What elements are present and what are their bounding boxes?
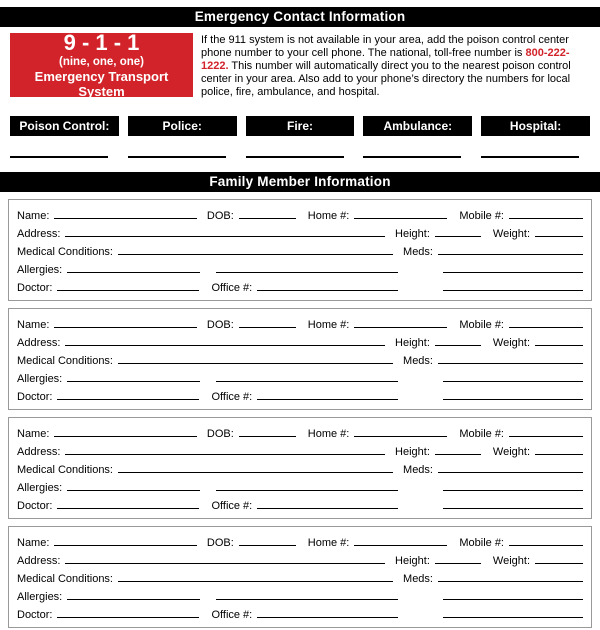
medical-conditions-label: Medical Conditions: (17, 245, 113, 258)
name-line (54, 215, 196, 219)
doctor-line (57, 287, 199, 291)
name-line (54, 433, 196, 437)
name-row (17, 422, 583, 440)
meds-label: Meds: (403, 463, 433, 476)
doctor-label: Doctor: (17, 390, 53, 403)
meds-extra-line-2 (443, 614, 583, 618)
medical-conditions-line (118, 578, 393, 582)
info-text-before: If the 911 system is not available in your area, add the poison control center phone number to your cell phone. The national, toll-free number is (201, 34, 569, 59)
height-label: Height: (395, 445, 430, 458)
medical-conditions-row (17, 567, 583, 585)
contact-label-police: Police: (128, 116, 237, 136)
mobile-phone-label: Mobile #: (459, 536, 504, 549)
mobile-phone-line (509, 542, 583, 546)
allergies-row (17, 585, 583, 603)
weight-label: Weight: (492, 227, 530, 240)
doctor-line (57, 614, 199, 618)
ambulance-blank-line (363, 156, 461, 158)
family-member-card (8, 417, 592, 519)
name-label: Name: (17, 536, 50, 549)
meds-line (438, 469, 583, 473)
doctor-label: Doctor: (17, 608, 53, 621)
family-member-card (8, 526, 592, 628)
meds-label: Meds: (403, 245, 433, 258)
contact-label-ambulance: Ambulance: (363, 116, 472, 136)
police-line-col (128, 156, 237, 158)
address-label: Address: (17, 336, 61, 349)
height-line (435, 451, 481, 455)
allergies-label: Allergies: (17, 372, 63, 385)
family-header-title: Family Member Information (209, 173, 391, 189)
height-label: Height: (395, 336, 430, 349)
weight-line (535, 560, 583, 564)
doctor-row (17, 385, 583, 403)
emergency-transport-system-label: Emergency Transport System (34, 69, 169, 99)
name-label: Name: (17, 209, 50, 222)
meds-extra-line-1 (443, 596, 583, 600)
contact-label-fire: Fire: (246, 116, 355, 136)
doctor-row (17, 603, 583, 621)
weight-label: Weight: (492, 554, 530, 567)
address-row (17, 440, 583, 458)
medical-conditions-label: Medical Conditions: (17, 463, 113, 476)
family-members-list (8, 199, 592, 628)
allergies-extra-line (216, 487, 398, 491)
address-line (65, 451, 385, 455)
poison-control-blank-line (10, 156, 108, 158)
weight-label: Weight: (492, 445, 530, 458)
dob-label: DOB: (206, 536, 234, 549)
contact-label-hospital: Hospital: (481, 116, 590, 136)
meds-extra-line-2 (443, 396, 583, 400)
meds-line (438, 360, 583, 364)
dob-label: DOB: (206, 427, 234, 440)
weight-label: Weight: (492, 336, 530, 349)
address-line (65, 233, 385, 237)
home-phone-line (354, 324, 447, 328)
name-line (54, 324, 196, 328)
allergies-extra-line (216, 269, 398, 273)
doctor-row (17, 494, 583, 512)
fire-line-col (246, 156, 355, 158)
mobile-phone-line (509, 215, 583, 219)
home-phone-label: Home #: (307, 209, 350, 222)
address-label: Address: (17, 554, 61, 567)
medical-conditions-line (118, 251, 393, 255)
allergies-extra-line (216, 378, 398, 382)
allergies-label: Allergies: (17, 590, 63, 603)
office-phone-line (257, 505, 398, 509)
name-line (54, 542, 196, 546)
allergies-extra-line (216, 596, 398, 600)
hospital-blank-line (481, 156, 579, 158)
doctor-label: Doctor: (17, 499, 53, 512)
emergency-header-title: Emergency Contact Information (194, 9, 406, 24)
address-label: Address: (17, 445, 61, 458)
info-text-after: This number will automatically direct you to the nearest poison control center in your area. Also add to your phone’s directory the numbers for local police, fire, ambulance, and hospital. (201, 59, 571, 98)
medical-conditions-label: Medical Conditions: (17, 572, 113, 585)
address-row (17, 222, 583, 240)
medical-conditions-line (118, 469, 393, 473)
fire-blank-line (246, 156, 344, 158)
nine-one-one-words: (nine, one, one) (59, 56, 144, 68)
meds-label: Meds: (403, 572, 433, 585)
weight-line (535, 233, 583, 237)
home-phone-line (354, 542, 447, 546)
medical-conditions-line (118, 360, 393, 364)
emergency-header-bar (0, 7, 600, 27)
allergies-row (17, 367, 583, 385)
poison-control-phone-number: 800-222-1222. (201, 46, 570, 72)
doctor-label: Doctor: (17, 281, 53, 294)
height-line (435, 560, 481, 564)
doctor-row (17, 276, 583, 294)
home-phone-label: Home #: (307, 427, 350, 440)
dob-label: DOB: (206, 209, 234, 222)
poison-control-line-col (10, 156, 119, 158)
contact-blank-lines-row (10, 156, 590, 158)
allergies-label: Allergies: (17, 263, 63, 276)
meds-extra-line-1 (443, 487, 583, 491)
office-phone-line (257, 614, 398, 618)
medical-conditions-row (17, 240, 583, 258)
home-phone-label: Home #: (307, 318, 350, 331)
weight-line (535, 342, 583, 346)
allergies-line (67, 487, 200, 491)
medical-conditions-row (17, 349, 583, 367)
allergies-label: Allergies: (17, 481, 63, 494)
allergies-line (67, 269, 200, 273)
meds-label: Meds: (403, 354, 433, 367)
nine-one-one-number: 9 - 1 - 1 (63, 30, 140, 55)
office-phone-line (257, 287, 398, 291)
doctor-line (57, 505, 199, 509)
mobile-phone-line (509, 324, 583, 328)
dob-line (239, 324, 296, 328)
address-line (65, 342, 385, 346)
nine-one-one-box (10, 30, 193, 99)
name-row (17, 313, 583, 331)
allergies-line (67, 596, 200, 600)
office-phone-label: Office #: (211, 390, 253, 403)
height-label: Height: (395, 554, 430, 567)
office-phone-line (257, 396, 398, 400)
mobile-phone-label: Mobile #: (459, 318, 504, 331)
address-label: Address: (17, 227, 61, 240)
family-member-card (8, 199, 592, 301)
name-label: Name: (17, 318, 50, 331)
address-row (17, 331, 583, 349)
name-label: Name: (17, 427, 50, 440)
contact-label-poison-control: Poison Control: (10, 116, 119, 136)
medical-conditions-label: Medical Conditions: (17, 354, 113, 367)
address-row (17, 549, 583, 567)
height-label: Height: (395, 227, 430, 240)
office-phone-label: Office #: (211, 499, 253, 512)
doctor-line (57, 396, 199, 400)
police-blank-line (128, 156, 226, 158)
mobile-phone-label: Mobile #: (459, 427, 504, 440)
home-phone-line (354, 215, 447, 219)
name-row (17, 204, 583, 222)
ambulance-line-col (363, 156, 472, 158)
meds-line (438, 578, 583, 582)
office-phone-label: Office #: (211, 281, 253, 294)
address-line (65, 560, 385, 564)
height-line (435, 342, 481, 346)
dob-line (239, 433, 296, 437)
meds-extra-line-1 (443, 269, 583, 273)
family-member-card (8, 308, 592, 410)
intro-section (10, 30, 590, 99)
medical-conditions-row (17, 458, 583, 476)
poison-control-info-text (201, 33, 590, 99)
allergies-line (67, 378, 200, 382)
name-row (17, 531, 583, 549)
mobile-phone-line (509, 433, 583, 437)
dob-line (239, 215, 296, 219)
height-line (435, 233, 481, 237)
family-header-bar (0, 172, 600, 192)
dob-line (239, 542, 296, 546)
meds-extra-line-1 (443, 378, 583, 382)
allergies-row (17, 476, 583, 494)
meds-extra-line-2 (443, 287, 583, 291)
home-phone-line (354, 433, 447, 437)
contact-labels-row (10, 116, 590, 136)
meds-extra-line-2 (443, 505, 583, 509)
office-phone-label: Office #: (211, 608, 253, 621)
meds-line (438, 251, 583, 255)
hospital-line-col (481, 156, 590, 158)
weight-line (535, 451, 583, 455)
dob-label: DOB: (206, 318, 234, 331)
allergies-row (17, 258, 583, 276)
home-phone-label: Home #: (307, 536, 350, 549)
mobile-phone-label: Mobile #: (459, 209, 504, 222)
